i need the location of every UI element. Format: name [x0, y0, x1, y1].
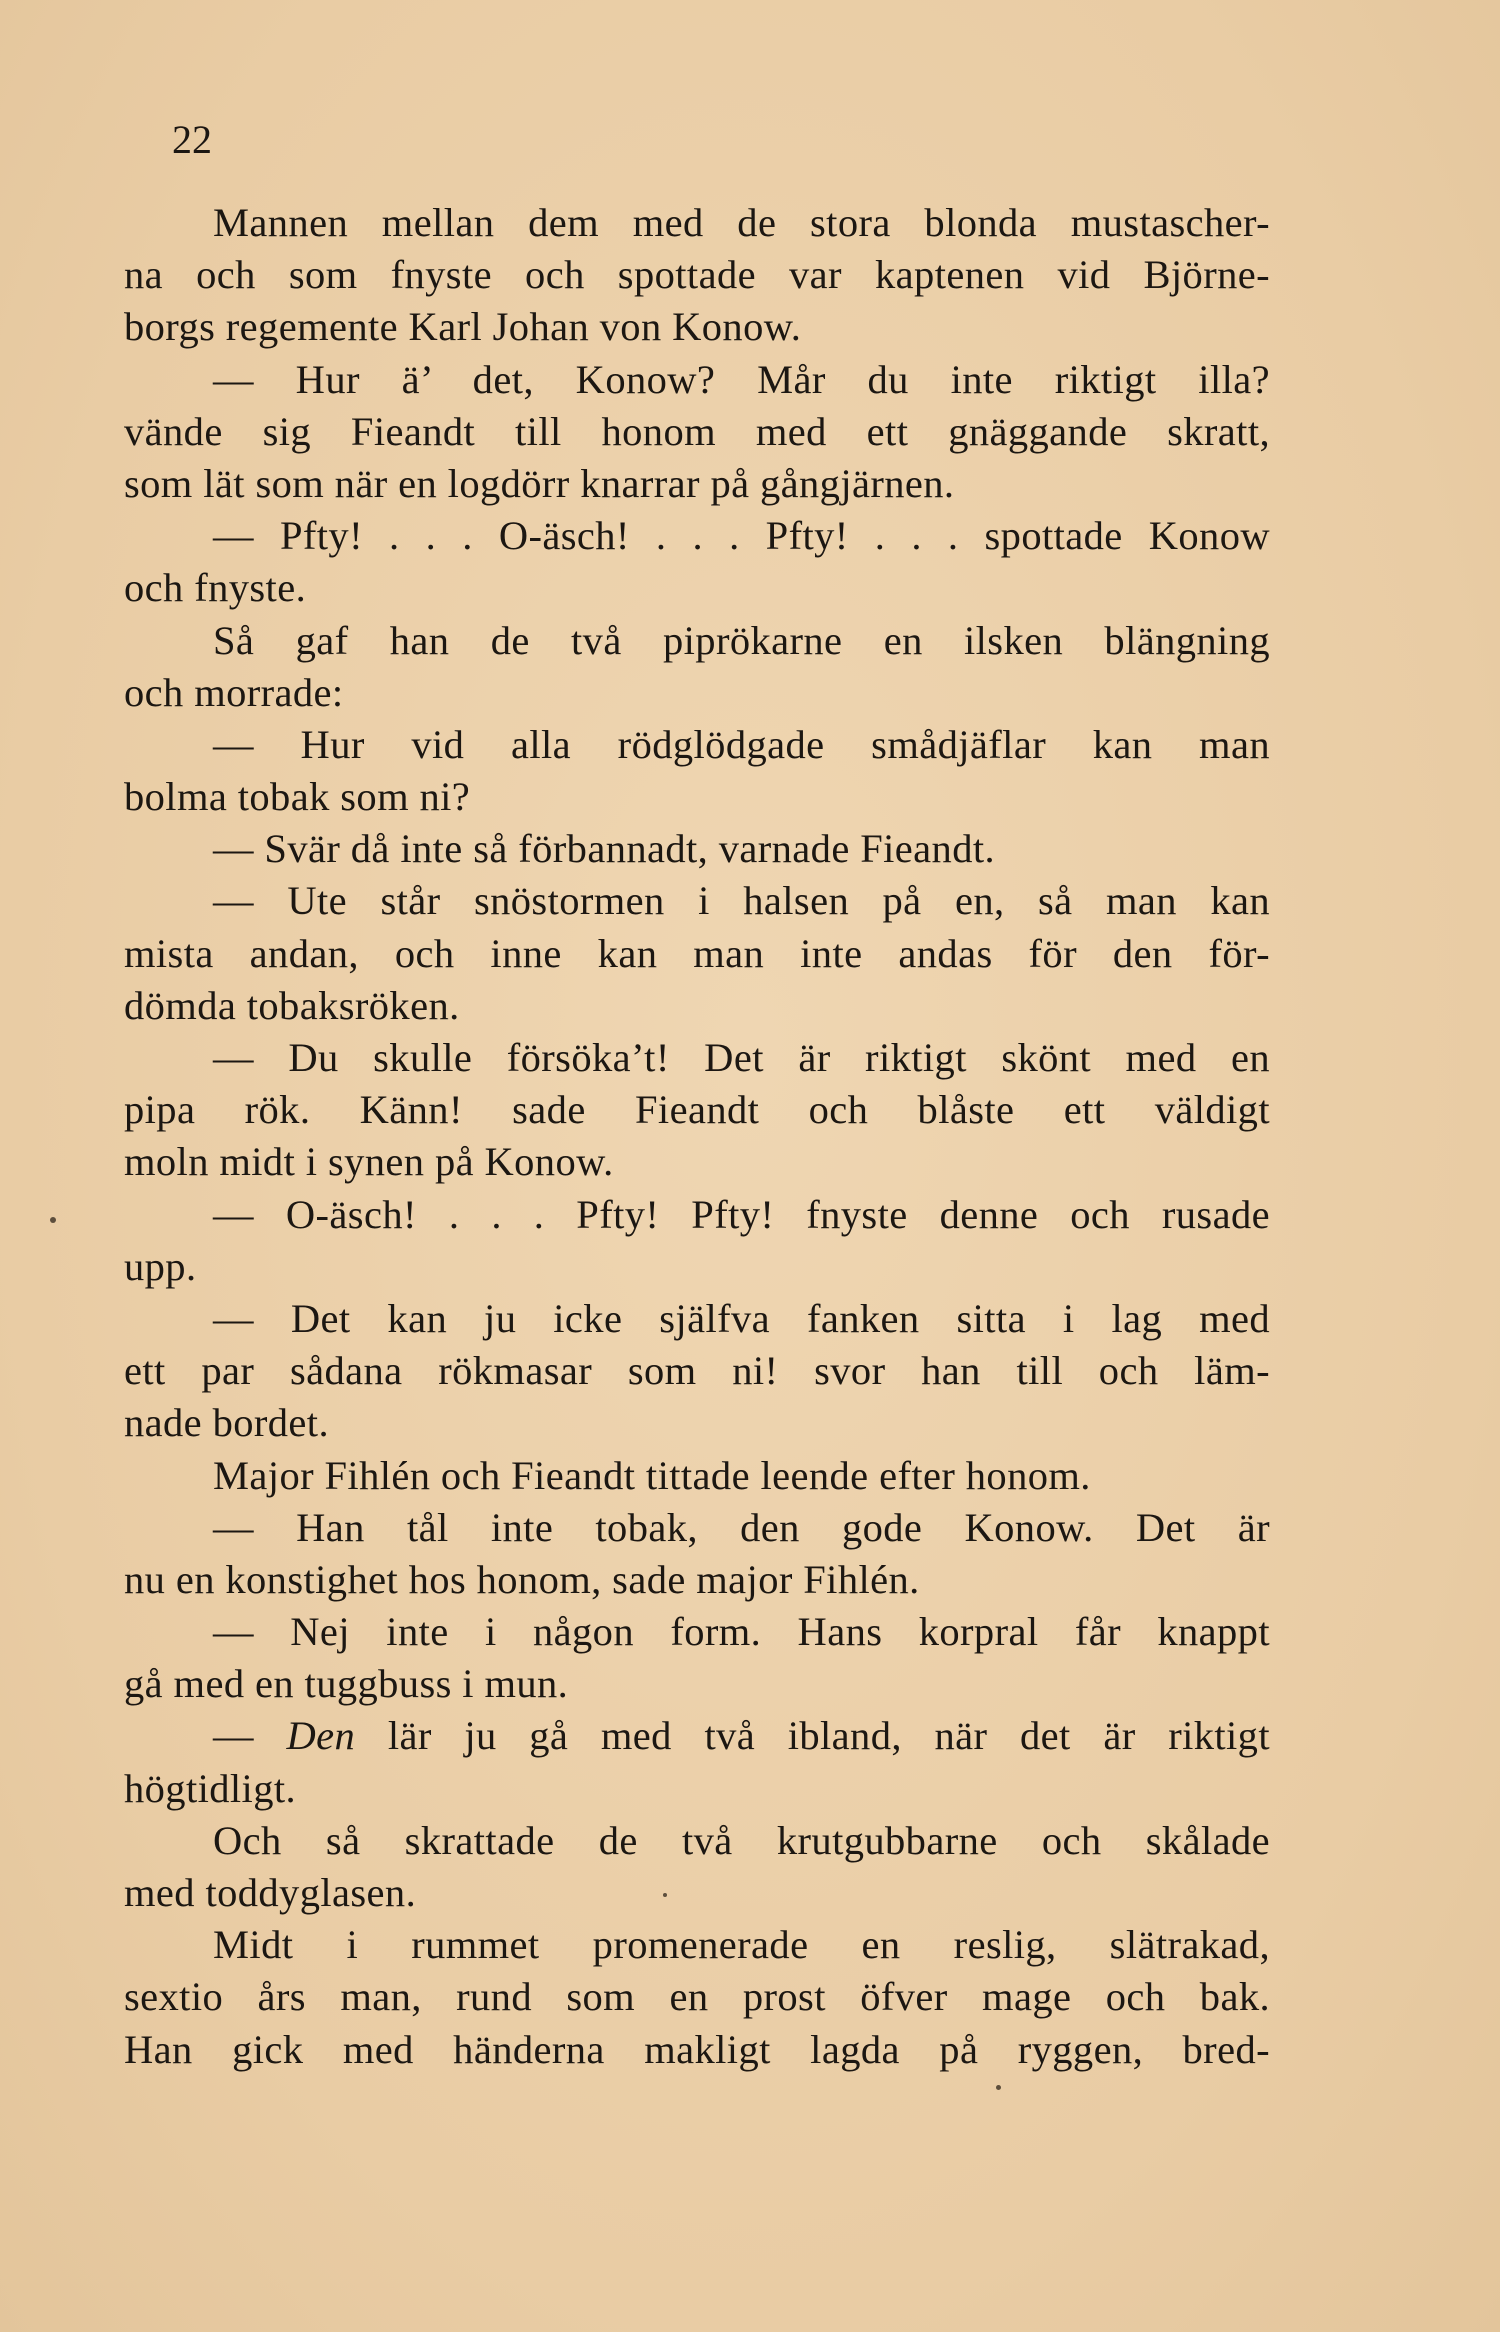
- text-line: som lät som när en logdörr knarrar på gångjärnen.: [124, 460, 955, 506]
- page-number: 22: [172, 117, 212, 162]
- text-line: — Pfty! . . . O-äsch! . . . Pfty! . . . spottade Konow: [213, 513, 1270, 559]
- text-line: pipa rök. Känn! sade Fieandt och blåste ett väldigt: [124, 1087, 1270, 1133]
- text-line: Så gaf han de två piprökarne en ilsken blängning: [213, 617, 1270, 663]
- dash-prefix: —: [213, 1713, 287, 1759]
- text-line: — Svär då inte så förbannadt, varnade Fieandt.: [213, 826, 996, 872]
- paper-speck: [996, 2085, 1001, 2090]
- text-line: och morrade:: [124, 669, 344, 715]
- text-line: dömda tobaksröken.: [124, 982, 460, 1028]
- text-line: — Hur vid alla rödglödgade smådjäflar kan man: [213, 721, 1270, 767]
- text-line: gå med en tuggbuss i mun.: [124, 1661, 569, 1707]
- text-line: sextio års man, rund som en prost öfver mage och bak.: [124, 1974, 1270, 2020]
- text-line: mista andan, och inne kan man inte andas för den för-: [124, 930, 1270, 976]
- paper-speck: [663, 1893, 667, 1897]
- text-line: na och som fnyste och spottade var kaptenen vid Björne-: [124, 252, 1270, 298]
- line-text: lär ju gå med två ibland, när det är riktigt: [355, 1713, 1270, 1759]
- text-line: Midt i rummet promenerade en reslig, slätrakad,: [213, 1922, 1270, 1968]
- text-line: Major Fihlén och Fieandt tittade leende efter honom.: [213, 1452, 1091, 1498]
- body-text: [124, 197, 1270, 2076]
- text-line: högtidligt.: [124, 1765, 297, 1811]
- text-line: Och så skrattade de två krutgubbarne och skålade: [213, 1817, 1270, 1863]
- text-line: Mannen mellan dem med de stora blonda mustascher-: [213, 200, 1270, 245]
- text-line: ett par sådana rökmasar som ni! svor han till och läm-: [124, 1348, 1270, 1394]
- text-line: borgs regemente Karl Johan von Konow.: [124, 304, 802, 350]
- text-line: nu en konstighet hos honom, sade major Fihlén.: [124, 1556, 920, 1602]
- text-line: Han gick med händerna makligt lagda på ryggen, bred-: [124, 2026, 1270, 2072]
- text-line: — Nej inte i någon form. Hans korpral får knappt: [213, 1609, 1270, 1655]
- paper-speck: [50, 1217, 56, 1223]
- text-line: — Han tål inte tobak, den gode Konow. Det är: [213, 1504, 1270, 1550]
- text-line: — O-äsch! . . . Pfty! Pfty! fnyste denne och rusade: [213, 1191, 1270, 1237]
- text-line: moln midt i synen på Konow.: [124, 1139, 614, 1185]
- text-line: — Hur ä’ det, Konow? Mår du inte riktigt illa?: [213, 356, 1270, 402]
- italic-word: Den: [286, 1713, 356, 1759]
- text-line: — Ute står snöstormen i halsen på en, så man kan: [213, 878, 1270, 924]
- text-line: bolma tobak som ni?: [124, 774, 471, 820]
- text-line: nade bordet.: [124, 1400, 329, 1446]
- text-line: — Det kan ju icke själfva fanken sitta i lag med: [213, 1295, 1270, 1341]
- text-line: [124, 1710, 1270, 1762]
- text-line: upp.: [124, 1243, 197, 1289]
- text-line: och fnyste.: [124, 565, 307, 611]
- text-line: — Du skulle försöka’t! Det är riktigt skönt med en: [213, 1035, 1270, 1080]
- text-line: vände sig Fieandt till honom med ett gnäggande skratt,: [124, 408, 1270, 454]
- text-line: med toddyglasen.: [124, 1870, 417, 1915]
